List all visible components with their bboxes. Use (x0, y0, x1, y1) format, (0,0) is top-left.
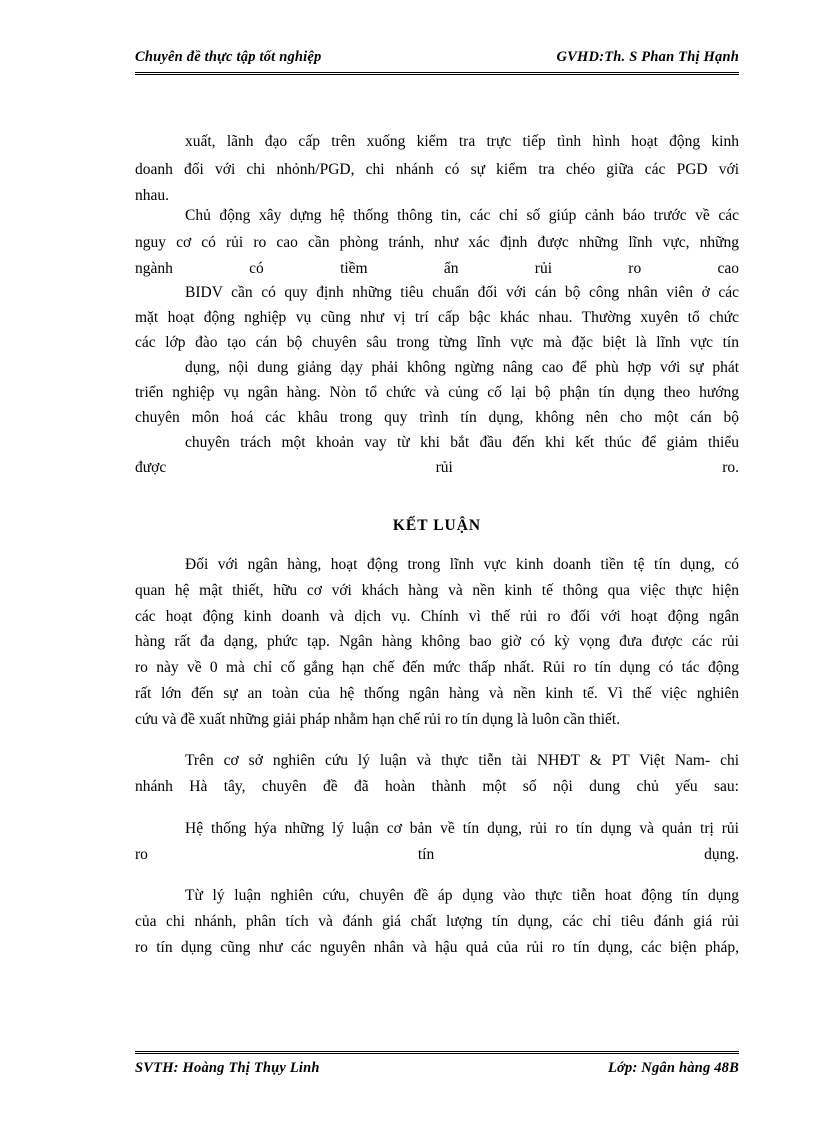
conclusion-line: Hệ thống hýa những lý luận cơ bản về tín dụng, rủi ro tín dụng và quản trị rủi (185, 820, 739, 837)
body-line: nhau. (135, 187, 170, 204)
conclusion-line: Đối với ngân hàng, hoạt động trong lĩnh vực kinh doanh tiền tệ tín dụng, có (185, 556, 739, 573)
header-title: Chuyên đề thực tập tốt nghiệp (135, 49, 322, 65)
body-line: các lớp đào tạo cán bộ chuyên sâu trong từng lĩnh vực mà đặc biệt là lĩnh vực tín (135, 334, 739, 351)
conclusion-line: các hoạt động kinh doanh và dịch vụ. Chính vì thế rủi ro đối với hoạt động ngân (135, 608, 739, 625)
body-line: BIDV cần có quy định những tiêu chuẩn đối với cán bộ công nhân viên ở các (185, 284, 739, 301)
body-line: ngành có tiềm ẩn rủi ro cao (135, 260, 739, 277)
body-line: dụng, nội dung giảng dạy phải không ngừng nâng cao để phù hợp với sự phát (185, 359, 739, 376)
conclusion-line: Trên cơ sở nghiên cứu lý luận và thực tiễn tài NHĐT & PT Việt Nam- chi (185, 752, 739, 769)
body-line: nguy cơ có rủi ro cao cần phòng tránh, như xác định được những lĩnh vực, những (135, 234, 739, 251)
body-line: chuyên trách một khoản vay từ khi bắt đầu đến khi kết thúc để giảm thiểu (185, 434, 739, 451)
footer-class: Lớp: Ngân hàng 48B (607, 1060, 739, 1076)
body-line: chuyên môn hoá các khâu trong quy trình tín dụng, không nên cho một cán bộ (135, 409, 739, 426)
page-footer (135, 1051, 739, 1080)
conclusion-line: rất lớn đến sự an toàn của hệ thống ngân hàng và nền kinh tế. Vì thế việc nghiên (135, 685, 739, 702)
conclusion-line: quan hệ mật thiết, hữu cơ với khách hàng và nền kinh tế thông qua việc thực hiện (135, 582, 739, 599)
conclusion-title: KẾT LUẬN (392, 517, 482, 534)
body-line: được rủi ro. (135, 459, 739, 476)
body-line: xuất, lãnh đạo cấp trên xuống kiểm tra trực tiếp tình hình hoạt động kinh (185, 133, 739, 150)
conclusion-line: Từ lý luận nghiên cứu, chuyên đề áp dụng vào thực tiễn hoat động tín dụng (185, 887, 739, 904)
conclusion-line: hàng rất đa dạng, phức tạp. Ngân hàng không bao giờ có kỳ vọng đưa được các rủi (135, 633, 739, 650)
body-line: doanh đối với chi nhỏnh/PGD, chi nhánh có sự kiểm tra chéo giữa các PGD với (135, 161, 739, 178)
page-header (135, 46, 739, 75)
footer-student: SVTH: Hoàng Thị Thụy Linh (135, 1060, 320, 1076)
conclusion-line: ro này về 0 mà chỉ cố gắng hạn chế đến mức thấp nhất. Rủi ro tín dụng có tác động (135, 659, 739, 676)
conclusion-line: của chi nhánh, phân tích và đánh giá chất lượng tín dụng, các chỉ tiêu đánh giá rủi (135, 913, 739, 930)
body-line: triển nghiệp vụ ngân hàng. Nòn tổ chức và củng cố lại bộ phận tín dụng theo hướng (135, 384, 739, 401)
conclusion-line: ro tín dụng cũng như các nguyên nhân và hậu quả của rủi ro tín dụng, các biện pháp, (135, 939, 739, 956)
conclusion-line: nhánh Hà tây, chuyên đề đã hoàn thành một số nội dung chủ yếu sau: (135, 778, 739, 795)
body-line: Chủ động xây dựng hệ thống thông tin, các chỉ số giúp cảnh báo trước về các (185, 207, 739, 224)
conclusion-line: cứu và đề xuất những giải pháp nhằm hạn chế rủi ro tín dụng là luôn cần thiết. (135, 711, 621, 728)
body-line: mặt hoạt động nghiệp vụ cũng như vị trí cấp bậc khác nhau. Thường xuyên tổ chức (135, 309, 739, 326)
conclusion-line: ro tín dụng. (135, 846, 739, 863)
header-supervisor: GVHD:Th. S Phan Thị Hạnh (556, 49, 739, 65)
